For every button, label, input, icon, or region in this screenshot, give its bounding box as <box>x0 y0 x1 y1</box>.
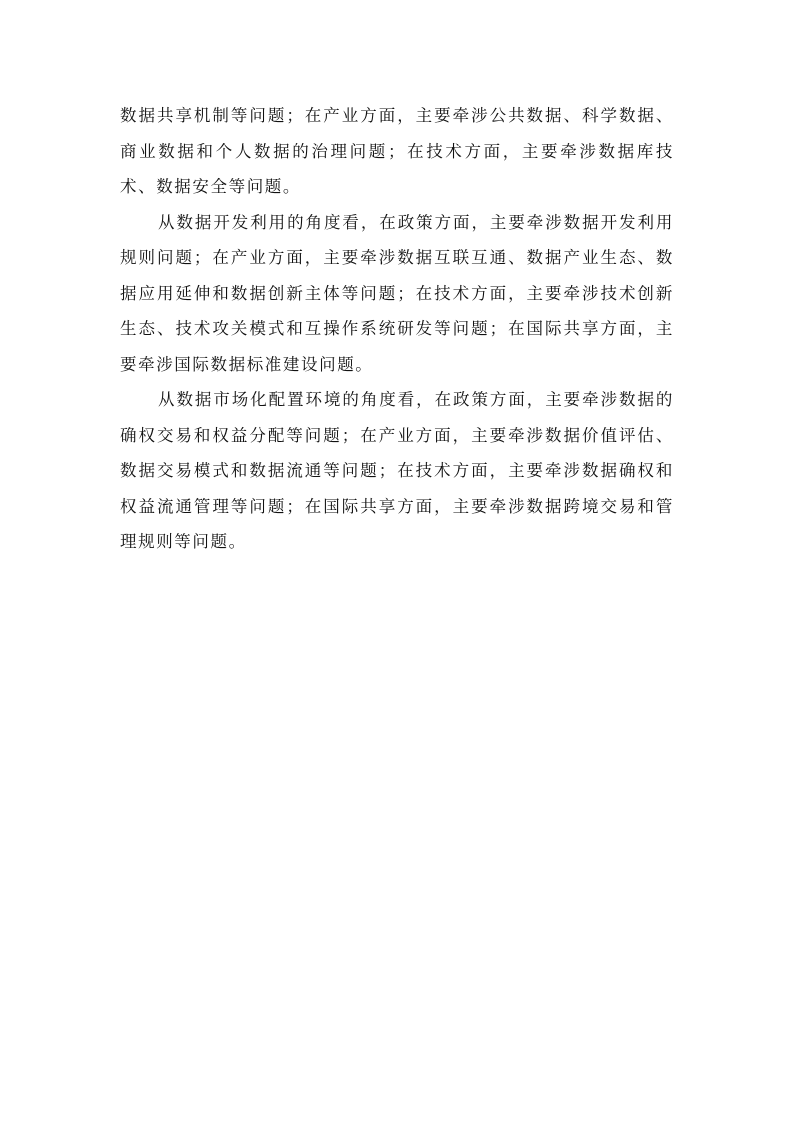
paragraph-market-allocation: 从数据市场化配置环境的角度看，在政策方面，主要牵涉数据的确权交易和权益分配等问题；在产业方面，主要牵涉数据价值评估、数据交易模式和数据流通等问题；在技术方面，主要牵涉数据确权和权益流通管理等问题；在国际共享方面，主要牵涉数据跨境交易和管理规则等问题。 <box>120 390 674 551</box>
paragraph-data-development: 从数据开发利用的角度看，在政策方面，主要牵涉数据开发利用规则问题；在产业方面，主要牵涉数据互联互通、数据产业生态、数据应用延伸和数据创新主体等问题；在技术方面，主要牵涉技术创新生态、技术攻关模式和互操作系统研发等问题；在国际共享方面，主要牵涉国际数据标准建设问题。 <box>120 212 674 374</box>
paragraph-continuation: 数据共享机制等问题；在产业方面，主要牵涉公共数据、科学数据、商业数据和个人数据的治理问题；在技术方面，主要牵涉数据库技术、数据安全等问题。 <box>120 106 674 196</box>
document-body <box>120 98 674 560</box>
